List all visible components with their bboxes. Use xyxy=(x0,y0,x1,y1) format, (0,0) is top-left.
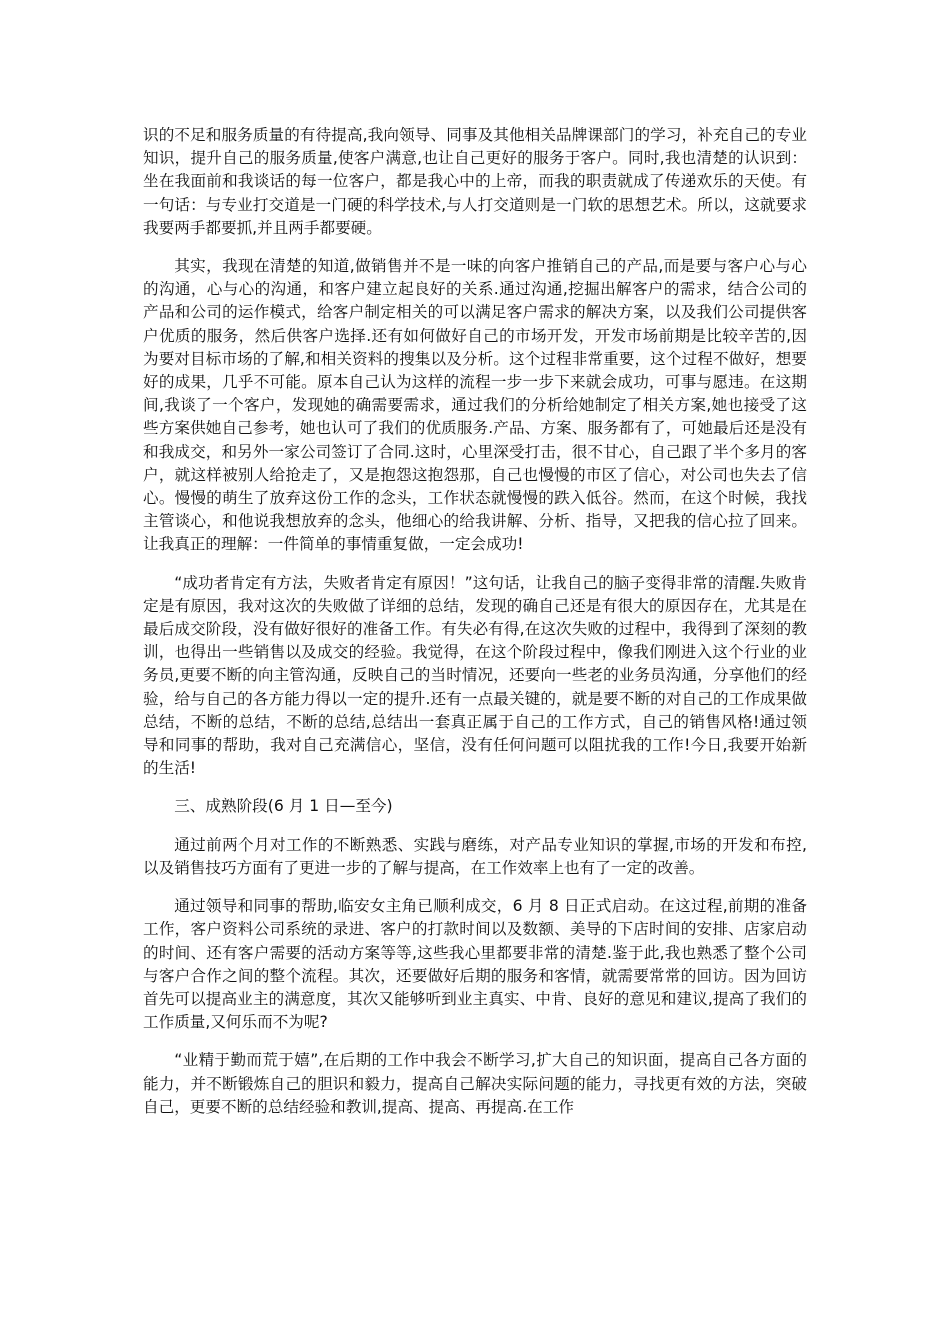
section-heading: 三、成熟阶段(6 月 1 日—至今) xyxy=(174,797,393,816)
paragraph-4: 通过前两个月对工作的不断熟悉、实践与磨练，对产品专业知识的掌握,市场的开发和布控,以及销售技巧方面有了更进一步的了解与提高，在工作效率上也有了一定的改善。 xyxy=(143,835,807,877)
paragraph-3: “成功者肯定有方法，失败者肯定有原因！”这句话，让我自己的脑子变得非常的清醒.失败肯定是有原因，我对这次的失败做了详细的总结，发现的确自己还是有很大的原因存在，尤其是在最后成交阶段，没有做好很好的准备工作。有失必有得,在这次失败的过程中，我得到了深刻的教训，也得出一些销售以及成交的经验。我觉得，在这个阶段过程中，像我们刚进入这个行业的业务员,更要不断的向主管沟通，反映自己的当时情况，还要向一些老的业务员沟通，分享他们的经验，给与自己的各方能力得以一定的提升.还有一点最关键的，就是要不断的对自己的工作成果做总结，不断的总结，不断的总结,总结出一套真正属于自己的工作方式，自己的销售风格!通过领导和同事的帮助，我对自己充满信心，坚信，没有任何问题可以阻扰我的工作!今日,我要开始新的生活! xyxy=(143,573,807,778)
paragraph-1: 识的不足和服务质量的有待提高,我向领导、同事及其他相关品牌课部门的学习，补充自己的专业知识，提升自己的服务质量,使客户满意,也让自己更好的服务于客户。同时,我也清楚的认识到：坐在我面前和我谈话的每一位客户，都是我心中的上帝，而我的职责就成了传递欢乐的天使。有一句话：与专业打交道是一门硬的科学技术,与人打交道则是一门软的思想艺术。所以，这就要求我要两手都要抓,并且两手都要硬。 xyxy=(143,126,807,237)
document-body xyxy=(143,124,807,1134)
paragraph-6: “业精于勤而荒于嬉”,在后期的工作中我会不断学习,扩大自己的知识面，提高自己各方面的能力，并不断锻炼自己的胆识和毅力，提高自己解决实际问题的能力，寻找更有效的方法，突破自己，更要不断的总结经验和教训,提高、提高、再提高.在工作 xyxy=(143,1051,807,1116)
paragraph-2: 其实，我现在清楚的知道,做销售并不是一味的向客户推销自己的产品,而是要与客户心与心的沟通，心与心的沟通，和客户建立起良好的关系.通过沟通,挖掘出解客户的需求，结合公司的产品和公司的运作模式，给客户制定相关的可以满足客户需求的解决方案，以及我们公司提供客户优质的服务，然后供客户选择.还有如何做好自己的市场开发，开发市场前期是比较辛苦的,因为要对目标市场的了解,和相关资料的搜集以及分析。这个过程非常重要，这个过程不做好，想要好的成果，几乎不可能。原本自己认为这样的流程一步一步下来就会成功，可事与愿违。在这期间,我谈了一个客户，发现她的确需要需求，通过我们的分析给她制定了相关方案,她也接受了这些方案供她自己参考，她也认可了我们的优质服务.产品、方案、服务都有了，可她最后还是没有和我成交，和另外一家公司签订了合同.这时，心里深受打击，很不甘心，自己跟了半个多月的客户，就这样被别人给抢走了，又是抱怨这抱怨那，自己也慢慢的市区了信心，对公司也失去了信心。慢慢的萌生了放弃这份工作的念头，工作状态就慢慢的跌入低谷。然而，在这个时候，我找主管谈心，和他说我想放弃的念头，他细心的给我讲解、分析、指导，又把我的信心拉了回来。让我真正的理解：一件简单的事情重复做，一定会成功! xyxy=(143,257,807,554)
paragraph-5: 通过领导和同事的帮助,临安女主角已顺利成交，6 月 8 日正式启动。在这过程,前期的准备工作，客户资料公司系统的录进、客户的打款时间以及数额、美导的下店时间的安排、店家启动的时间、还有客户需要的活动方案等等,这些我心里都要非常的清楚.鉴于此,我也熟悉了整个公司与客户合作之间的整个流程。其次，还要做好后期的服务和客情，就需要常常的回访。因为回访首先可以提高业主的满意度，其次又能够听到业主真实、中肯、良好的意见和建议,提高了我们的工作质量,又何乐而不为呢? xyxy=(143,897,807,1032)
